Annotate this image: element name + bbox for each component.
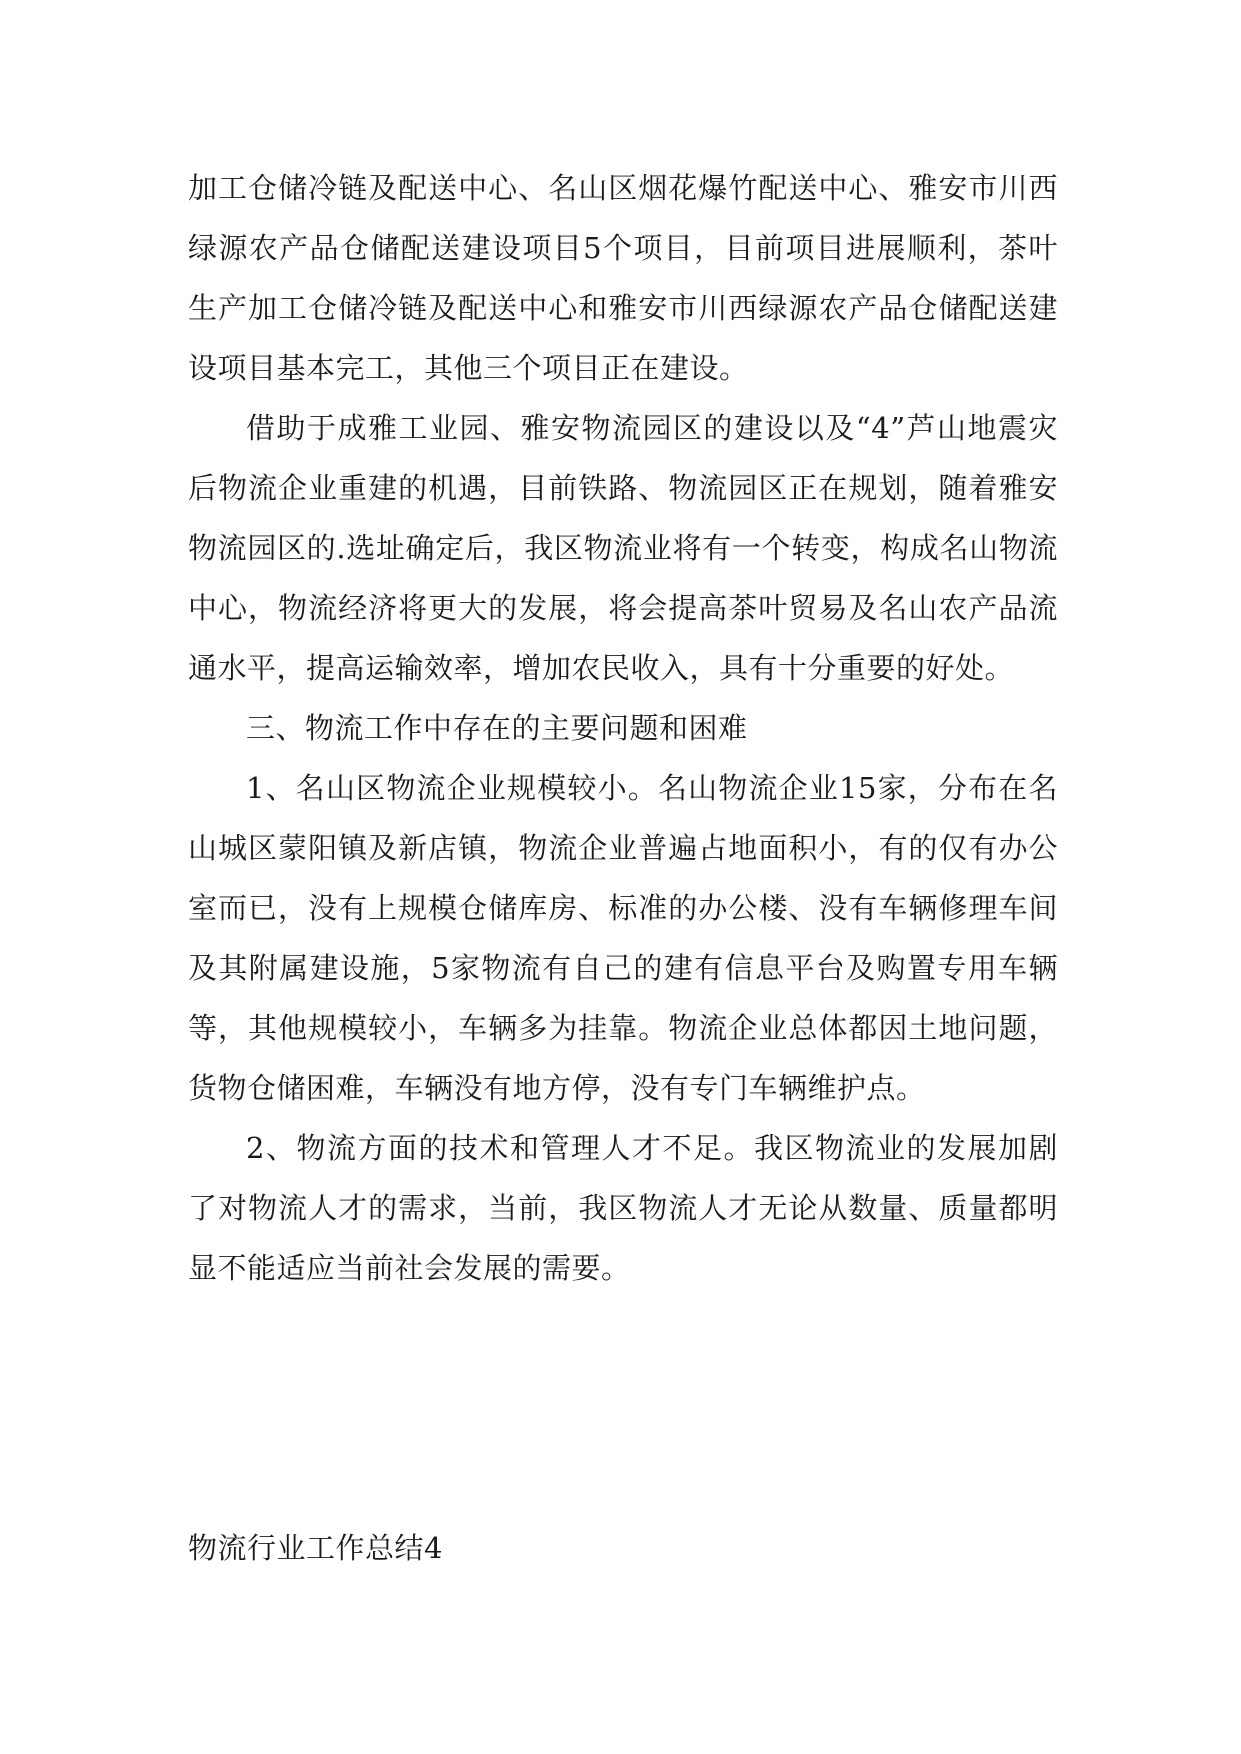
paragraph-problem-1: 1、名山区物流企业规模较小。名山物流企业15家，分布在名山城区蒙阳镇及新店镇，物流企业普遍占地面积小，有的仅有办公室而已，没有上规模仓储库房、标准的办公楼、没有车辆修理车间及其附属建设施，5家物流有自己的建有信息平台及购置专用车辆等，其他规模较小，车辆多为挂靠。物流企业总体都因土地问题，货物仓储困难，车辆没有地方停，没有专门车辆维护点。 [188,771,1058,1105]
paragraph-problem-2: 2、物流方面的技术和管理人才不足。我区物流业的发展加剧了对物流人才的需求，当前，我区物流人才无论从数量、质量都明显不能适应当前社会发展的需要。 [188,1131,1058,1285]
document-section-title: 物流行业工作总结4 [188,1531,443,1565]
section-heading-problems: 三、物流工作中存在的主要问题和困难 [246,711,748,745]
paragraph-opportunity: 借助于成雅工业园、雅安物流园区的建设以及“4”芦山地震灾后物流企业重建的机遇，目前铁路、物流园区正在规划，随着雅安物流园区的.选址确定后，我区物流业将有一个转变，构成名山物流中心，物流经济将更大的发展，将会提高茶叶贸易及名山农产品流通水平，提高运输效率，增加农民收入，具有十分重要的好处。 [188,411,1058,685]
document-body [188,158,1058,1298]
paragraph-projects: 加工仓储冷链及配送中心、名山区烟花爆竹配送中心、雅安市川西绿源农产品仓储配送建设项目5个项目，目前项目进展顺利，茶叶生产加工仓储冷链及配送中心和雅安市川西绿源农产品仓储配送建设项目基本完工，其他三个项目正在建设。 [188,171,1058,385]
